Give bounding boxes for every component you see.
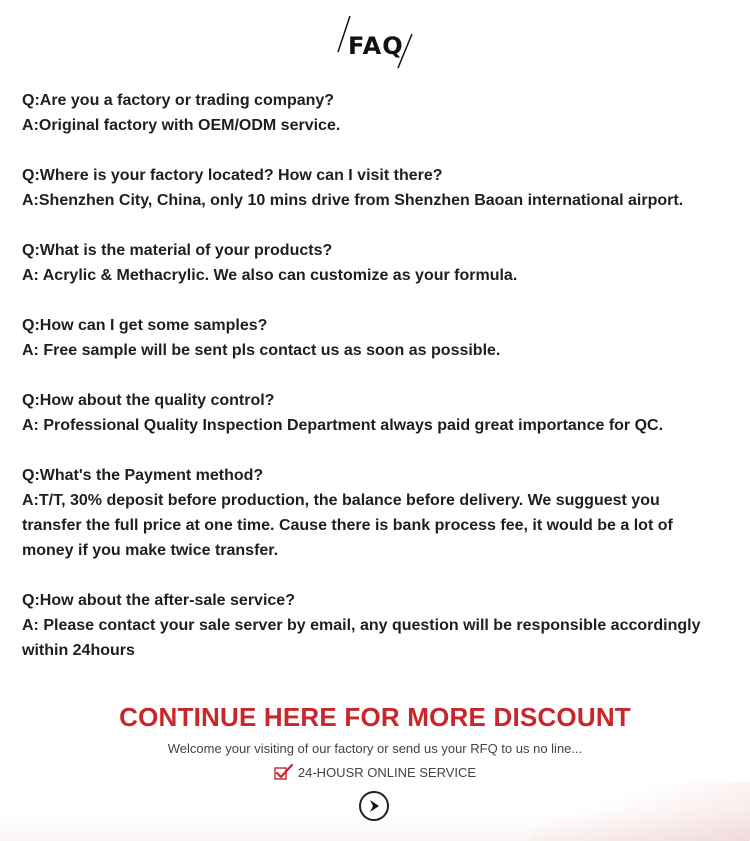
page-title: FAQ: [348, 32, 404, 60]
faq-answer: A: Professional Quality Inspection Department always paid great importance for QC.: [22, 417, 664, 434]
faq-question: Q:What is the material of your products?: [22, 242, 333, 259]
discount-section: [0, 702, 750, 785]
decorative-streak: [529, 781, 750, 841]
faq-answer: A:Original factory with OEM/ODM service.: [22, 117, 341, 134]
faq-answer: A: Please contact your sale server by email, any question will be responsible accordingly within 24hours: [22, 617, 701, 659]
faq-item: [22, 313, 722, 363]
faq-list: [22, 88, 722, 688]
faq-item: [22, 238, 722, 288]
faq-question: Q:Are you a factory or trading company?: [22, 92, 335, 109]
faq-question: Q:How can I get some samples?: [22, 317, 268, 334]
check-icon: [274, 764, 294, 780]
faq-question: Q:What's the Payment method?: [22, 467, 264, 484]
faq-item: [22, 588, 722, 663]
faq-header: [0, 12, 750, 72]
faq-answer: A:T/T, 30% deposit before production, the balance before delivery. We sugguest you transfer the full price at one time. Cause there is bank process fee, it would be a lot of money if you make twice transfer.: [22, 492, 673, 559]
faq-item: [22, 388, 722, 438]
online-service: [274, 764, 476, 780]
continue-arrow-button[interactable]: [359, 791, 389, 821]
online-service-label: 24-HOUSR ONLINE SERVICE: [297, 764, 477, 780]
faq-answer: A: Acrylic & Methacrylic. We also can customize as your formula.: [22, 267, 518, 284]
faq-question: Q:Where is your factory located? How can I visit there?: [22, 167, 443, 184]
faq-item: [22, 88, 722, 138]
faq-item: [22, 463, 722, 563]
faq-answer: A:Shenzhen City, China, only 10 mins drive from Shenzhen Baoan international airport.: [22, 192, 684, 209]
discount-subtitle: Welcome your visiting of our factory or send us your RFQ to us no line...: [167, 741, 583, 756]
faq-question: Q:How about the quality control?: [22, 392, 275, 409]
discount-title[interactable]: CONTINUE HERE FOR MORE DISCOUNT: [119, 702, 631, 732]
faq-answer: A: Free sample will be sent pls contact us as soon as possible.: [22, 342, 501, 359]
faq-item: [22, 163, 722, 213]
faq-question: Q:How about the after-sale service?: [22, 592, 295, 609]
arrow-right-icon: [366, 798, 382, 814]
